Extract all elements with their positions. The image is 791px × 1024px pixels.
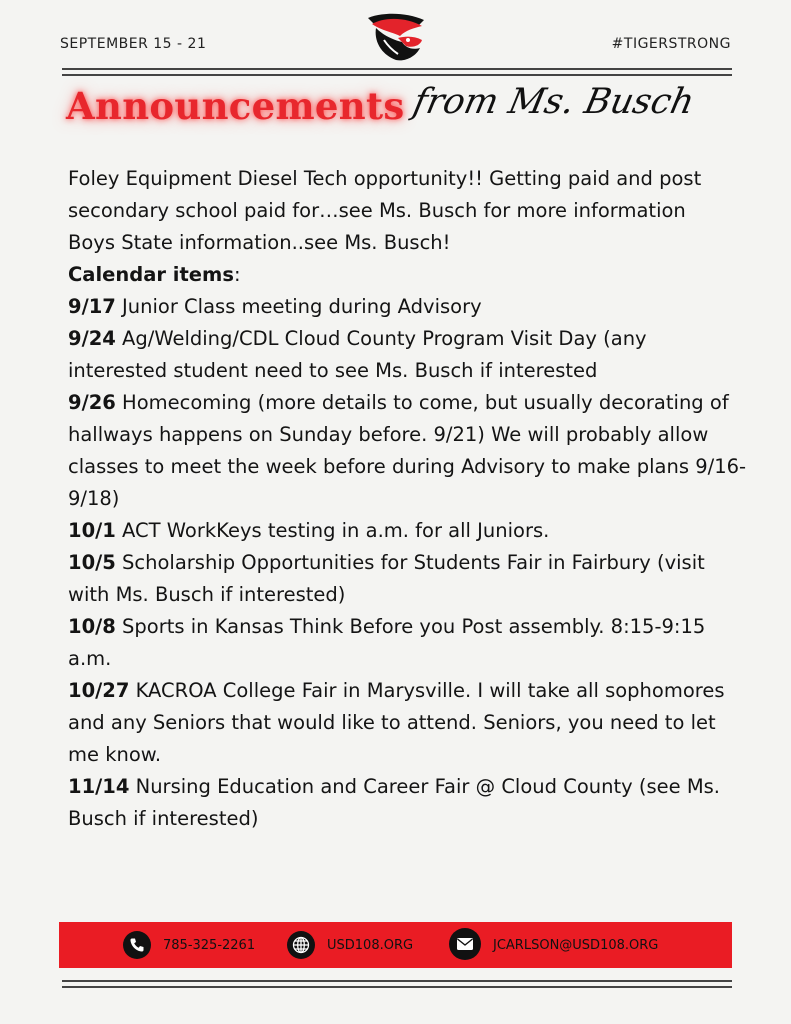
- calendar-text: KACROA College Fair in Marysville. I will take all sophomores and any Seniors that would like to attend. Seniors, you need to let me know.: [68, 679, 725, 766]
- footer-divider-bottom: [62, 986, 732, 988]
- date-range: SEPTEMBER 15 - 21: [60, 36, 207, 52]
- calendar-item: [68, 771, 748, 835]
- contact-email[interactable]: [449, 931, 658, 959]
- calendar-item: [68, 515, 748, 547]
- email-address: JCARLSON@USD108.ORG: [493, 937, 659, 953]
- announcement-line: Foley Equipment Diesel Tech opportunity!! Getting paid and post secondary school paid for…see Ms. Busch for more information: [68, 167, 702, 222]
- footer-divider-top: [62, 980, 732, 982]
- calendar-date: 11/14: [68, 775, 130, 798]
- calendar-text: Ag/Welding/CDL Cloud County Program Visit Day (any interested student need to see Ms. Busch if interested: [68, 327, 647, 382]
- contact-footer: [59, 922, 732, 968]
- calendar-text: ACT WorkKeys testing in a.m. for all Juniors.: [115, 519, 550, 542]
- tiger-logo-icon: [362, 10, 430, 64]
- calendar-item: [68, 547, 748, 611]
- header-divider-bottom: [62, 74, 732, 76]
- calendar-item: [68, 611, 748, 675]
- header-divider-top: [62, 68, 732, 70]
- page-title: Announcements: [66, 84, 405, 128]
- announcement-line: Boys State information..see Ms. Busch!: [68, 231, 451, 254]
- announcement-body: [68, 163, 748, 835]
- calendar-text: Homecoming (more details to come, but usually decorating of hallways happens on Sunday before. 9/21) We will probably allow classes to meet the week before during Advisory to make plans 9/16-9/18): [68, 391, 747, 510]
- phone-number: 785-325-2261: [163, 937, 256, 953]
- contact-website[interactable]: [287, 931, 413, 959]
- calendar-heading-label: Calendar items: [68, 263, 234, 286]
- calendar-item: [68, 387, 748, 515]
- calendar-date: 10/27: [68, 679, 130, 702]
- calendar-date: 9/17: [68, 295, 116, 318]
- calendar-date: 9/24: [68, 327, 116, 350]
- calendar-date: 10/1: [68, 519, 116, 542]
- website-url: USD108.ORG: [327, 937, 414, 953]
- calendar-item: [68, 675, 748, 771]
- calendar-item: [68, 291, 748, 323]
- calendar-text: Scholarship Opportunities for Students Fair in Fairbury (visit with Ms. Busch if interested): [68, 551, 705, 606]
- calendar-heading-colon: :: [233, 263, 241, 286]
- mail-icon: [449, 928, 481, 960]
- phone-icon: [123, 931, 151, 959]
- calendar-heading: [68, 259, 748, 291]
- page-subtitle: from Ms. Busch: [409, 82, 698, 122]
- hashtag: #TIGERSTRONG: [611, 36, 731, 52]
- calendar-date: 9/26: [68, 391, 116, 414]
- header-bar: [0, 0, 791, 70]
- contact-phone[interactable]: [123, 931, 255, 959]
- calendar-date: 10/8: [68, 615, 116, 638]
- calendar-date: 10/5: [68, 551, 116, 574]
- calendar-text: Junior Class meeting during Advisory: [115, 295, 482, 318]
- globe-icon: [287, 931, 315, 959]
- calendar-item: [68, 323, 748, 387]
- calendar-text: Nursing Education and Career Fair @ Cloud County (see Ms. Busch if interested): [68, 775, 721, 830]
- calendar-text: Sports in Kansas Think Before you Post assembly. 8:15-9:15 a.m.: [68, 615, 706, 670]
